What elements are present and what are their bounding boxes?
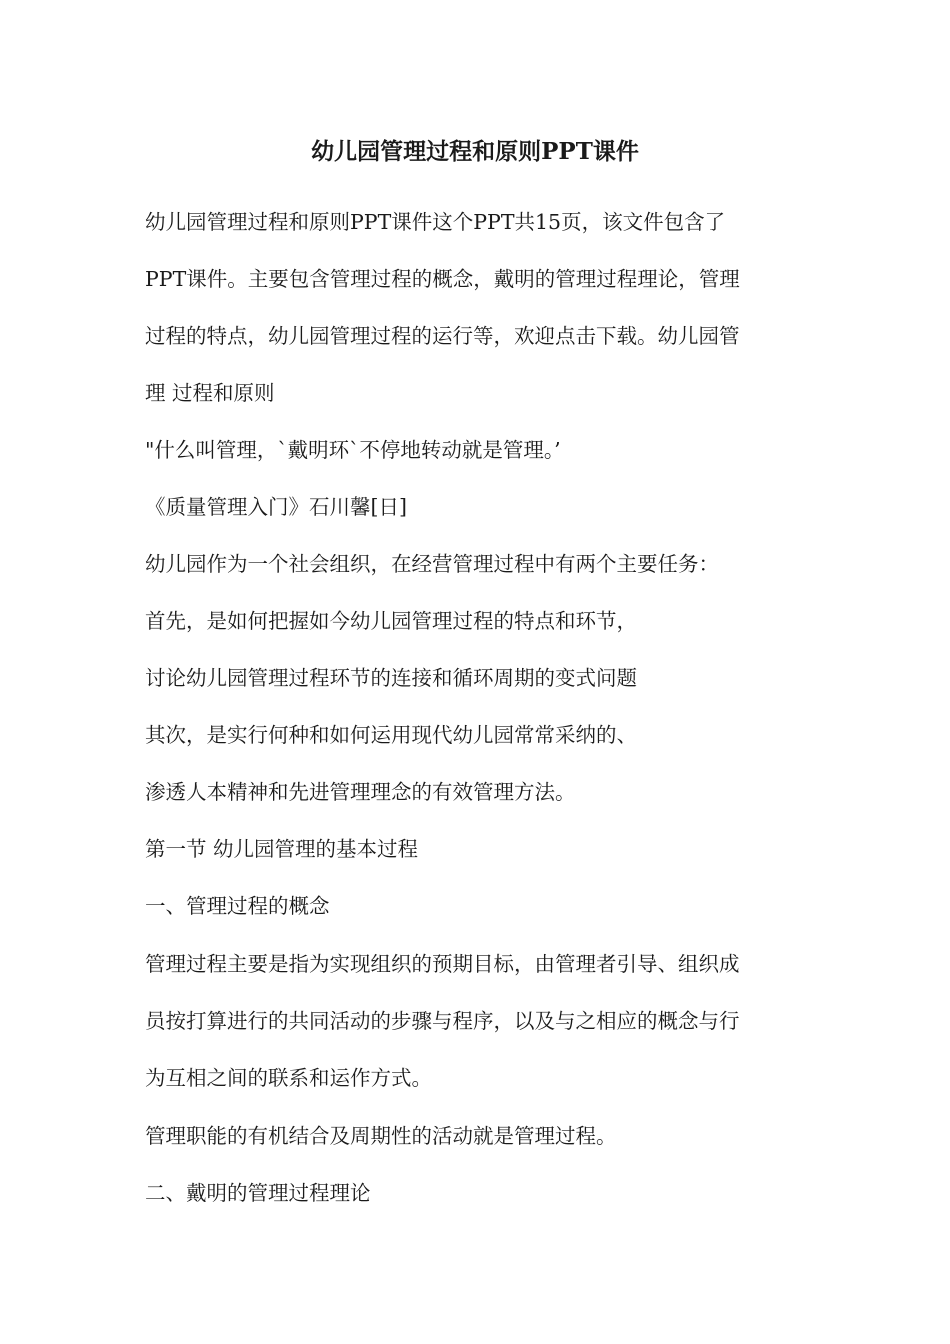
paragraph-line-8: 首先，是如何把握如今幼儿园管理过程的特点和环节， <box>145 609 637 633</box>
quote-source: 《质量管理入门》石川馨[日] <box>145 495 407 519</box>
paragraph-line-15: 员按打算进行的共同活动的步骤与程序，以及与之相应的概念与行 <box>145 1009 740 1033</box>
section-heading: 第一节 幼儿园管理的基本过程 <box>145 837 419 861</box>
paragraph-line-4: 理 过程和原则 <box>145 381 275 405</box>
quote-line: "什么叫管理，`戴明环`不停地转动就是管理。’ <box>145 438 561 462</box>
document-title: 幼儿园管理过程和原则PPT课件 <box>311 138 639 165</box>
paragraph-line-9: 讨论幼儿园管理过程环节的连接和循环周期的变式问题 <box>145 666 637 690</box>
subsection-heading-2: 二、戴明的管理过程理论 <box>145 1181 371 1205</box>
paragraph-line-17: 管理职能的有机结合及周期性的活动就是管理过程。 <box>145 1124 617 1148</box>
paragraph-line-11: 渗透人本精神和先进管理理念的有效管理方法。 <box>145 780 576 804</box>
paragraph-line-7: 幼儿园作为一个社会组织，在经营管理过程中有两个主要任务： <box>145 552 719 576</box>
paragraph-line-3: 过程的特点，幼儿园管理过程的运行等，欢迎点击下载。幼儿园管 <box>145 324 740 348</box>
subsection-heading-1: 一、管理过程的概念 <box>145 894 330 918</box>
paragraph-line-10: 其次，是实行何种和如何运用现代幼儿园常常采纳的、 <box>145 723 637 747</box>
paragraph-line-2: PPT课件。主要包含管理过程的概念，戴明的管理过程理论，管理 <box>145 267 740 291</box>
paragraph-line-14: 管理过程主要是指为实现组织的预期目标，由管理者引导、组织成 <box>145 952 740 976</box>
paragraph-line-1: 幼儿园管理过程和原则PPT课件这个PPT共15页，该文件包含了 <box>145 210 726 234</box>
paragraph-line-16: 为互相之间的联系和运作方式。 <box>145 1066 432 1090</box>
